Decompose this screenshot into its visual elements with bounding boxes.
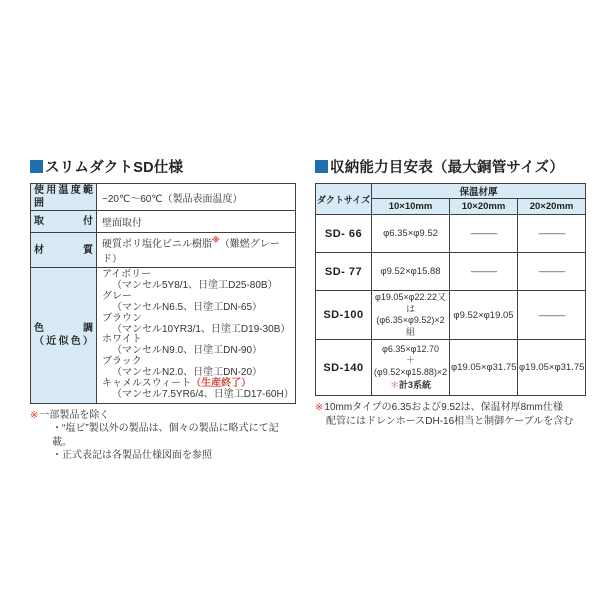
spec-label-temp: 使用温度範囲 [31, 184, 97, 211]
duct-size-label: SD- 77 [316, 253, 372, 291]
spec-title-text: スリムダクトSD仕様 [45, 159, 184, 176]
pipe-size-value: φ19.05×φ31.75 [450, 340, 518, 396]
color-detail: （マンセルN9.0、日塗工DN-90） [112, 345, 263, 357]
color-detail: （マンセルN6.5、日塗工DN-65） [112, 301, 263, 313]
pipe-size-value: φ19.05×φ31.75 [518, 340, 586, 396]
footnote-bullet: ・“塩ビ”製以外の製品は、個々の製品に略式にて記載。 [52, 423, 279, 448]
footnote-line [30, 409, 296, 423]
empty-dash: ——— [518, 253, 586, 291]
asterisk-icon: ※ [315, 402, 324, 413]
spec-section [30, 156, 296, 463]
spec-label-mount: 取 付 [31, 211, 97, 233]
table-row [31, 268, 296, 404]
capacity-section-title [315, 156, 585, 176]
spec-label-material: 材 質 [31, 233, 97, 268]
spec-label-color: 色 調 （近似色） [31, 268, 97, 404]
spec-value-temp: −20℃〜60℃（製品表面温度） [97, 184, 296, 211]
spec-value-mount: 壁面取付 [97, 211, 296, 233]
empty-dash: ——— [450, 215, 518, 253]
capacity-table [315, 183, 586, 396]
footnote-text: 10mmタイプの6.35および9.52は、保温材厚8mm仕様 [324, 402, 563, 413]
color-name: ブラック [102, 356, 142, 368]
duct-size-label: SD-100 [316, 291, 372, 340]
pipe-size-value: φ9.52×φ15.88 [372, 253, 450, 291]
table-row-sd66 [316, 215, 586, 253]
asterisk-icon: ※ [30, 409, 39, 421]
duct-size-label: SD-140 [316, 340, 372, 396]
color-name: グレー [102, 290, 132, 302]
table-row-sd100 [316, 291, 586, 340]
color-list [102, 269, 294, 401]
blue-square-icon [315, 160, 328, 173]
empty-dash: ——— [450, 253, 518, 291]
discontinued-badge: （生産終了） [191, 378, 252, 390]
color-name: アイボリー [102, 269, 152, 280]
footnote-line [315, 401, 585, 415]
capacity-section [315, 156, 585, 428]
systems-note: ＊計3系統 [389, 380, 432, 391]
spec-value-material [97, 233, 296, 268]
pipe-size-value: φ9.52×φ19.05 [450, 291, 518, 340]
footnote-bullet: ・正式表記は各製品仕様図面を参照 [52, 450, 212, 462]
blue-square-icon [30, 160, 43, 173]
table-row [31, 184, 296, 211]
capacity-footnotes [315, 401, 585, 428]
empty-dash: ——— [518, 215, 586, 253]
material-note-marker: ※ [212, 235, 220, 245]
color-detail: （マンセル7.5YR6/4、日塗工D17-60H） [112, 388, 294, 400]
capacity-title-text: 収納能力目安表（最大銅管サイズ） [330, 159, 565, 176]
empty-dash: ——— [518, 291, 586, 340]
pipe-size-value: φ6.35×φ12.70 ＋ (φ9.52×φ15.88)×2 ＊計3系統 [372, 340, 450, 396]
table-row [31, 211, 296, 233]
header-10x20: 10×20mm [450, 199, 518, 215]
color-name: ブラウン [102, 312, 142, 324]
duct-size-label: SD- 66 [316, 215, 372, 253]
header-duct-size: ダクトサイズ [316, 184, 372, 215]
footnote-text: 一部製品を除く [39, 409, 110, 421]
header-20x20: 20×20mm [518, 199, 586, 215]
table-row-sd140 [316, 340, 586, 396]
table-header-row [316, 184, 586, 199]
footnote-text: 配管にはドレンホースDH-16相当と制御ケーブルを含む [326, 415, 574, 427]
spec-footnotes [30, 409, 296, 463]
material-text-tail: （難燃グレード） [102, 239, 280, 265]
pipe-size-value: φ19.05×φ22.22又は (φ6.35×φ9.52)×2組 [372, 291, 450, 340]
pipe-size-value: φ6.35×φ9.52 [372, 215, 450, 253]
asterisk-icon: ＊ [389, 380, 399, 391]
color-detail: （マンセルN2.0、日塗工DN-20） [112, 367, 263, 379]
table-row-sd77 [316, 253, 586, 291]
color-detail: （マンセル5Y8/1、日塗工D25-80B） [112, 279, 278, 291]
spec-table [30, 183, 296, 404]
spec-section-title [30, 156, 296, 176]
table-row [31, 233, 296, 268]
color-name-discontinued: キャメルスウィート（生産終了） [102, 378, 252, 390]
header-10x10: 10×10mm [372, 199, 450, 215]
material-text: 硬質ポリ塩化ビニル樹脂 [102, 239, 212, 250]
header-insulation: 保温材厚 [372, 184, 586, 199]
color-name: ホワイト [102, 334, 142, 346]
spec-value-colors [97, 268, 296, 404]
color-detail: （マンセル10YR3/1、日塗工D19-30B） [112, 323, 291, 335]
